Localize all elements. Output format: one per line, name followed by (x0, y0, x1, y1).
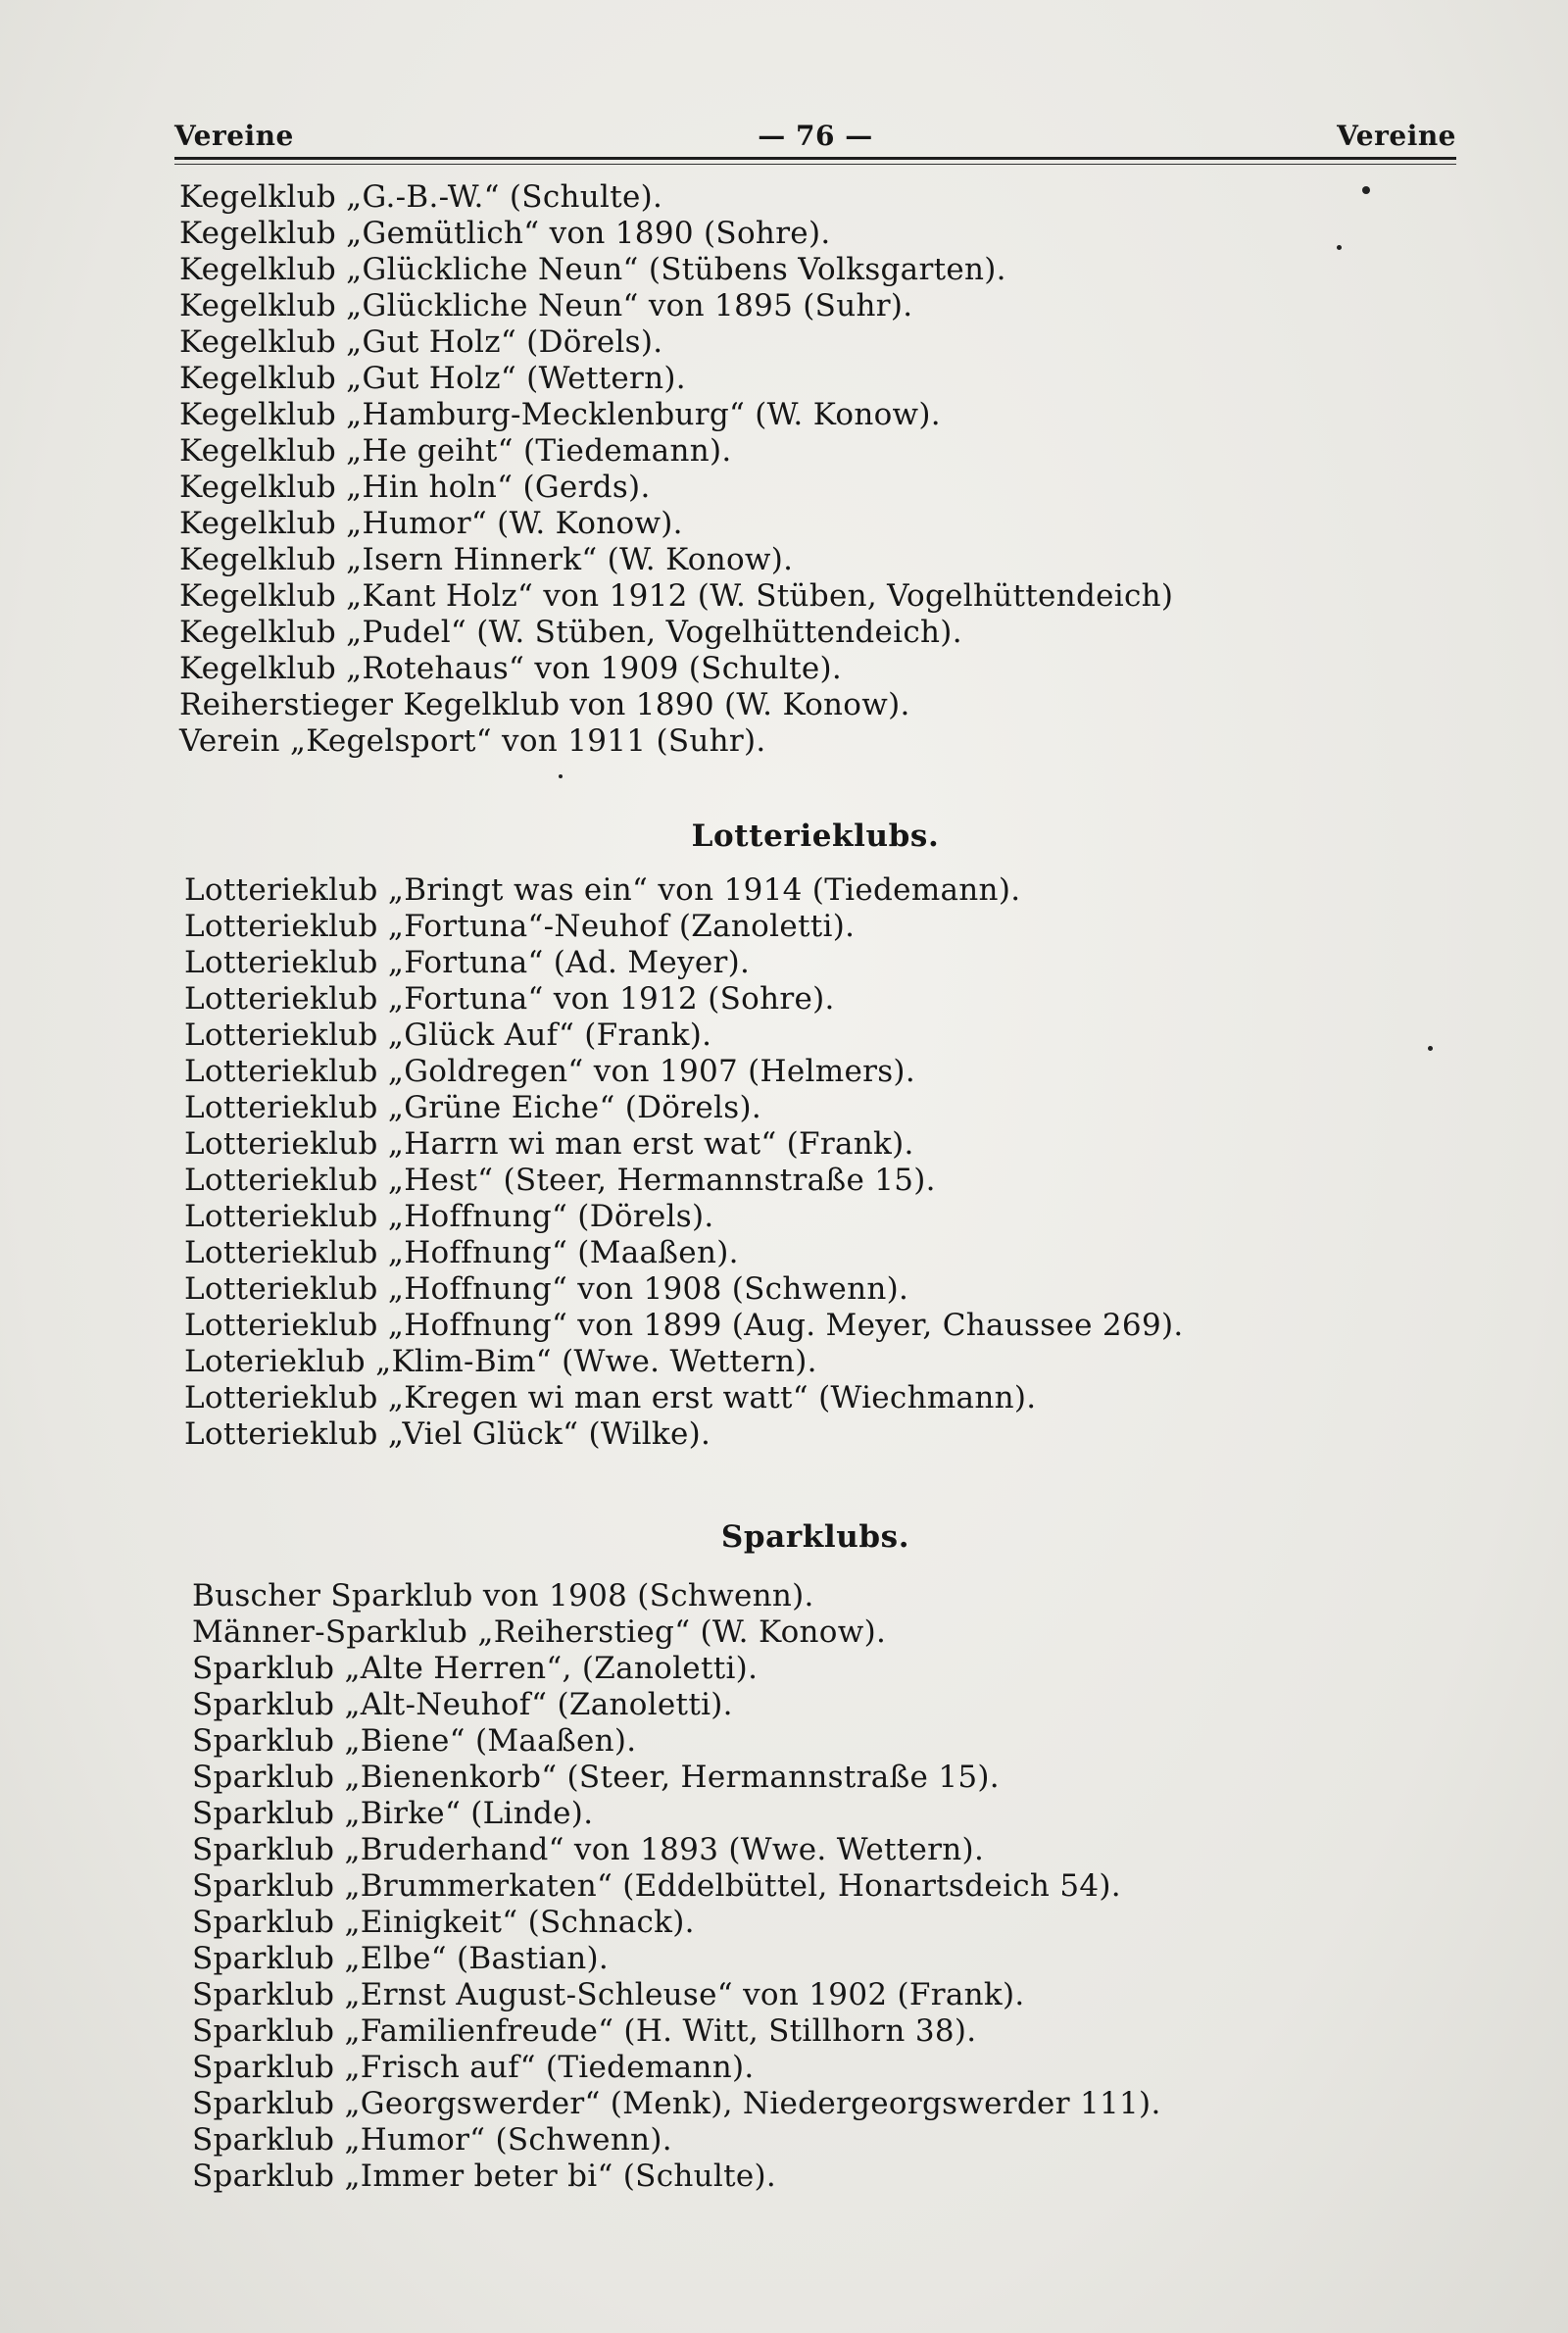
list-item: Lotterieklub „Hest“ (Steer, Hermannstraße 15). (184, 1163, 936, 1198)
list-item: Kegelklub „Kant Holz“ von 1912 (W. Stüben, Vogelhüttendeich) (179, 578, 1174, 614)
section-heading-sparklubs: Sparklubs. (720, 1519, 910, 1555)
ink-speck (559, 774, 563, 778)
header-rule-thin (174, 164, 1456, 165)
ink-speck (1362, 186, 1370, 194)
spar-list (192, 1578, 1161, 2195)
list-item: Sparklub „Elbe“ (Bastian). (192, 1941, 610, 1976)
list-item: Sparklub „Einigkeit“ (Schnack). (192, 1905, 695, 1940)
ink-speck (1428, 1046, 1433, 1051)
list-item: Sparklub „Alt-Neuhof“ (Zanoletti). (192, 1687, 733, 1722)
list-item: Kegelklub „Gemütlich“ von 1890 (Sohre). (179, 216, 831, 251)
list-item: Sparklub „Bienenkorb“ (Steer, Hermannstraße 15). (192, 1760, 1000, 1795)
list-item: Sparklub „Ernst August-Schleuse“ von 1902 (Frank). (192, 1977, 1025, 2012)
page-header (174, 116, 1456, 159)
list-item: Männer-Sparklub „Reiherstieg“ (W. Konow). (192, 1614, 887, 1650)
list-item: Lotterieklub „Fortuna“ von 1912 (Sohre). (184, 981, 835, 1017)
list-item: Kegelklub „Gut Holz“ (Dörels). (179, 324, 663, 360)
list-item: Lotterieklub „Viel Glück“ (Wilke). (184, 1416, 711, 1452)
list-item: Lotterieklub „Hoffnung“ von 1908 (Schwenn). (184, 1271, 909, 1307)
list-item: Kegelklub „Gut Holz“ (Wettern). (179, 361, 686, 396)
list-item: Lotterieklub „Grüne Eiche“ (Dörels). (184, 1090, 761, 1125)
list-item: Sparklub „Humor“ (Schwenn). (192, 2122, 672, 2158)
list-item: Sparklub „Familienfreude“ (H. Witt, Stillhorn 38). (192, 2013, 977, 2049)
list-item: Lotterieklub „Fortuna“-Neuhof (Zanoletti). (184, 909, 856, 944)
lotterie-list (184, 872, 1184, 1453)
list-item: Sparklub „Biene“ (Maaßen). (192, 1723, 637, 1759)
list-item: Lotterieklub „Bringt was ein“ von 1914 (Tiedemann). (184, 872, 1021, 908)
list-item: Sparklub „Birke“ (Linde). (192, 1796, 594, 1831)
list-item: Sparklub „Bruderhand“ von 1893 (Wwe. Wettern). (192, 1832, 985, 1867)
list-item: Kegelklub „Isern Hinnerk“ (W. Konow). (179, 542, 794, 577)
kegel-list (179, 179, 1173, 760)
list-item: Kegelklub „Hin holn“ (Gerds). (179, 470, 651, 505)
list-item: Verein „Kegelsport“ von 1911 (Suhr). (179, 723, 766, 759)
list-item: Kegelklub „G.-B.-W.“ (Schulte). (179, 179, 663, 215)
running-head-right: Vereine (1337, 120, 1456, 152)
list-item: Lotterieklub „Kregen wi man erst watt“ (Wiechmann). (184, 1380, 1037, 1415)
list-item: Lotterieklub „Fortuna“ (Ad. Meyer). (184, 945, 751, 980)
list-item: Buscher Sparklub von 1908 (Schwenn). (192, 1578, 814, 1613)
list-item: Reiherstieger Kegelklub von 1890 (W. Konow). (179, 687, 910, 722)
list-item: Sparklub „Frisch auf“ (Tiedemann). (192, 2050, 755, 2085)
list-item: Kegelklub „He geiht“ (Tiedemann). (179, 433, 732, 469)
page-number: — 76 — (758, 120, 873, 152)
list-item: Sparklub „Brummerkaten“ (Eddelbüttel, Honartsdeich 54). (192, 1868, 1121, 1904)
list-item: Lotterieklub „Hoffnung“ (Dörels). (184, 1199, 714, 1234)
list-item: Sparklub „Alte Herren“, (Zanoletti). (192, 1651, 759, 1686)
list-item: Loterieklub „Klim-Bim“ (Wwe. Wettern). (184, 1344, 817, 1379)
list-item: Kegelklub „Glückliche Neun“ von 1895 (Suhr). (179, 288, 913, 323)
list-item: Kegelklub „Hamburg-Mecklenburg“ (W. Konow). (179, 397, 941, 432)
list-item: Kegelklub „Humor“ (W. Konow). (179, 506, 683, 541)
header-rule-thick (174, 157, 1456, 160)
section-heading-lotterieklubs: Lotterieklubs. (691, 819, 940, 854)
list-item: Lotterieklub „Hoffnung“ (Maaßen). (184, 1235, 739, 1270)
ink-speck (1337, 245, 1342, 250)
list-item: Kegelklub „Pudel“ (W. Stüben, Vogelhüttendeich). (179, 615, 962, 650)
list-item: Lotterieklub „Goldregen“ von 1907 (Helmers). (184, 1054, 915, 1089)
list-item: Lotterieklub „Glück Auf“ (Frank). (184, 1018, 712, 1053)
list-item: Kegelklub „Glückliche Neun“ (Stübens Volksgarten). (179, 252, 1006, 287)
list-item: Sparklub „Immer beter bi“ (Schulte). (192, 2159, 777, 2194)
list-item: Sparklub „Georgswerder“ (Menk), Niedergeorgswerder 111). (192, 2086, 1161, 2121)
running-head-left: Vereine (174, 120, 294, 152)
list-item: Kegelklub „Rotehaus“ von 1909 (Schulte). (179, 651, 843, 686)
list-item: Lotterieklub „Hoffnung“ von 1899 (Aug. Meyer, Chaussee 269). (184, 1308, 1184, 1343)
list-item: Lotterieklub „Harrn wi man erst wat“ (Frank). (184, 1126, 914, 1162)
